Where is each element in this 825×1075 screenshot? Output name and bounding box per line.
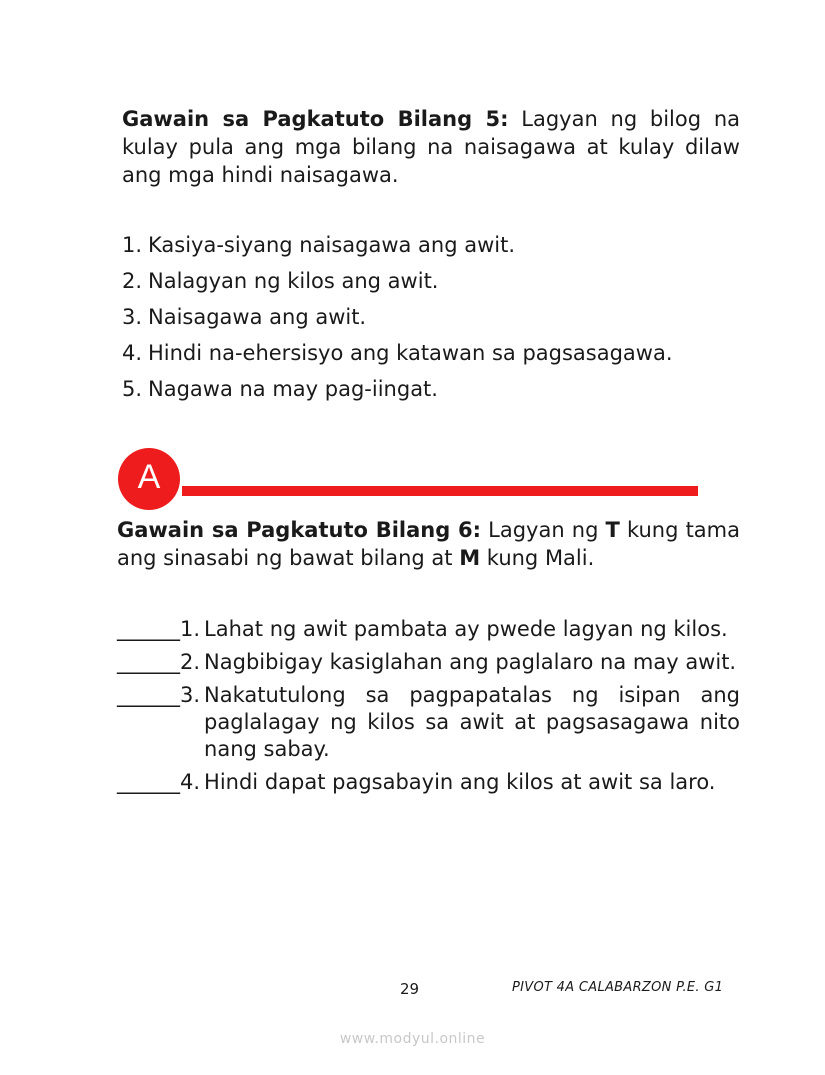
activity-5-label: Gawain sa Pagkatuto Bilang 5: (122, 107, 509, 131)
activity-6-label: Gawain sa Pagkatuto Bilang 6: (117, 518, 482, 542)
item-text: Nagawa na may pag-iingat. (148, 377, 438, 401)
item-number: 2. (180, 650, 201, 674)
answer-blank[interactable]: ______ (117, 617, 180, 641)
false-letter: M (459, 546, 481, 570)
item-text: Hindi na-ehersisyo ang katawan sa pagsasagawa. (148, 341, 673, 365)
list-item (117, 682, 740, 763)
list-item (122, 266, 673, 302)
activity-5-instructions (122, 105, 740, 189)
activity-5-instruction-text: Lagyan ng bilog na kulay pula ang mga bilang na naisagawa at kulay dilaw ang mga hindi naisagawa. (122, 107, 740, 187)
item-number: 1. (180, 617, 201, 641)
list-item (122, 230, 673, 266)
item-number: 4. (122, 341, 143, 365)
item-text: Hindi dapat pagsabayin ang kilos at awit sa laro. (204, 770, 716, 794)
true-letter: T (605, 518, 620, 542)
answer-blank[interactable]: ______ (117, 683, 180, 707)
instruction-text: Lagyan ng (481, 518, 606, 542)
answer-blank[interactable]: ______ (117, 770, 180, 794)
site-watermark: www.modyul.online (339, 1031, 486, 1047)
list-item (117, 649, 740, 676)
item-number: 1. (122, 233, 143, 257)
section-divider-bar (182, 486, 698, 496)
section-marker (118, 446, 700, 498)
answer-blank[interactable]: ______ (117, 650, 180, 674)
list-item (117, 616, 740, 643)
item-text: Nagbibigay kasiglahan ang paglalaro na may awit. (204, 650, 737, 674)
item-number: 4. (180, 770, 201, 794)
item-number: 3. (122, 305, 143, 329)
item-text: Nakatutulong sa pagpapatalas ng isipan ang paglalagay ng kilos sa awit at pagsasagawa nito nang sabay. (204, 683, 740, 761)
section-letter-badge: A (118, 448, 180, 510)
list-item (122, 338, 673, 374)
list-item (122, 374, 673, 410)
module-series-label: PIVOT 4A CALABARZON P.E. G1 (512, 980, 724, 995)
item-number: 3. (180, 683, 201, 707)
page-number: 29 (400, 980, 420, 998)
item-number: 5. (122, 377, 143, 401)
item-text: Kasiya-siyang naisagawa ang awit. (148, 233, 516, 257)
activity-6-instructions (117, 516, 740, 572)
instruction-text: kung Mali. (480, 546, 595, 570)
item-text: Lahat ng awit pambata ay pwede lagyan ng kilos. (204, 617, 728, 641)
item-text: Nalagyan ng kilos ang awit. (148, 269, 439, 293)
activity-6-list (117, 616, 740, 802)
instruction-text: kung tama ang sinasabi ng bawat bilang at (117, 518, 740, 570)
activity-5-list (122, 230, 673, 410)
item-text: Naisagawa ang awit. (148, 305, 367, 329)
list-item (117, 769, 740, 796)
item-number: 2. (122, 269, 143, 293)
list-item (122, 302, 673, 338)
